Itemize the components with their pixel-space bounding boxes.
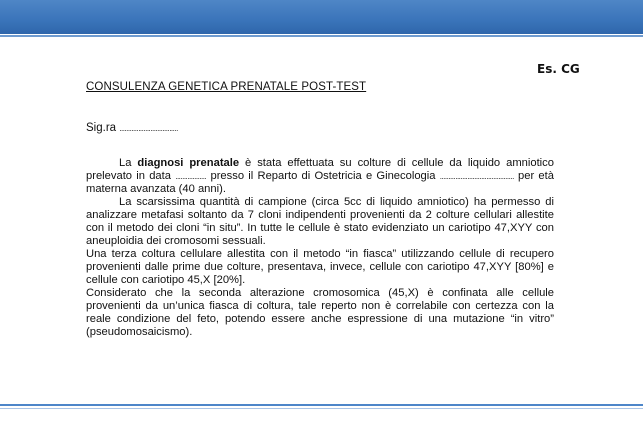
header-rule — [0, 35, 643, 37]
name-blank: .................................. — [119, 124, 178, 133]
header-bar — [0, 0, 643, 34]
document-body — [86, 157, 554, 339]
paragraph-text: per età materna avanzata (40 anni). — [86, 170, 554, 195]
paragraph-text: presso il Reparto di Ostetricia e Ginecologia — [206, 170, 440, 182]
paragraph-diagnosis — [86, 157, 554, 196]
department-blank: ........................................... — [439, 172, 514, 181]
paragraph-sample: La scarsissima quantità di campione (circa 5cc di liquido amniotico) ha permesso di analizzare metafasi soltanto da 7 cloni indipendenti provenienti da 2 colture cellulari allestite con il metodo dei cloni “in situ”. In tutte le cellule è stato evidenziato un cariotipo 47,XYY con aneuploidia dei cromosomi sessuali. — [86, 196, 554, 247]
document-title: CONSULENZA GENETICA PRENATALE POST-TEST — [86, 81, 367, 93]
footer-rule — [0, 404, 643, 406]
paragraph-text: La — [119, 157, 138, 169]
paragraph-third-culture: Una terza coltura cellulare allestita con il metodo “in fiasca” utilizzando cellule di recupero provenienti dalle prime due colture, presentava, invece, cellule con cariotipo 47,XYY [80%] e cellule con cariotipo 45,X [20%]. — [86, 248, 554, 286]
document-code: Es. CG — [537, 62, 580, 76]
highlight-term: diagnosi prenatale — [137, 157, 240, 169]
footer-rule-thin — [0, 408, 643, 409]
salutation-prefix: Sig.ra — [86, 122, 120, 134]
paragraph-conclusion: Considerato che la seconda alterazione cromosomica (45,X) è confinata alle cellule provenienti da un’unica fiasca di coltura, tale reperto non è correlabile con certezza con la reale condizione del feto, potendo essere anche espressione di una mutazione “in vitro” (pseudomosaicismo). — [86, 287, 554, 338]
salutation-line — [86, 122, 178, 134]
date-blank: .................. — [175, 172, 207, 181]
paragraph-text: è stata effettuata su colture di cellule da liquido amniotico prelevato in data — [86, 157, 554, 182]
